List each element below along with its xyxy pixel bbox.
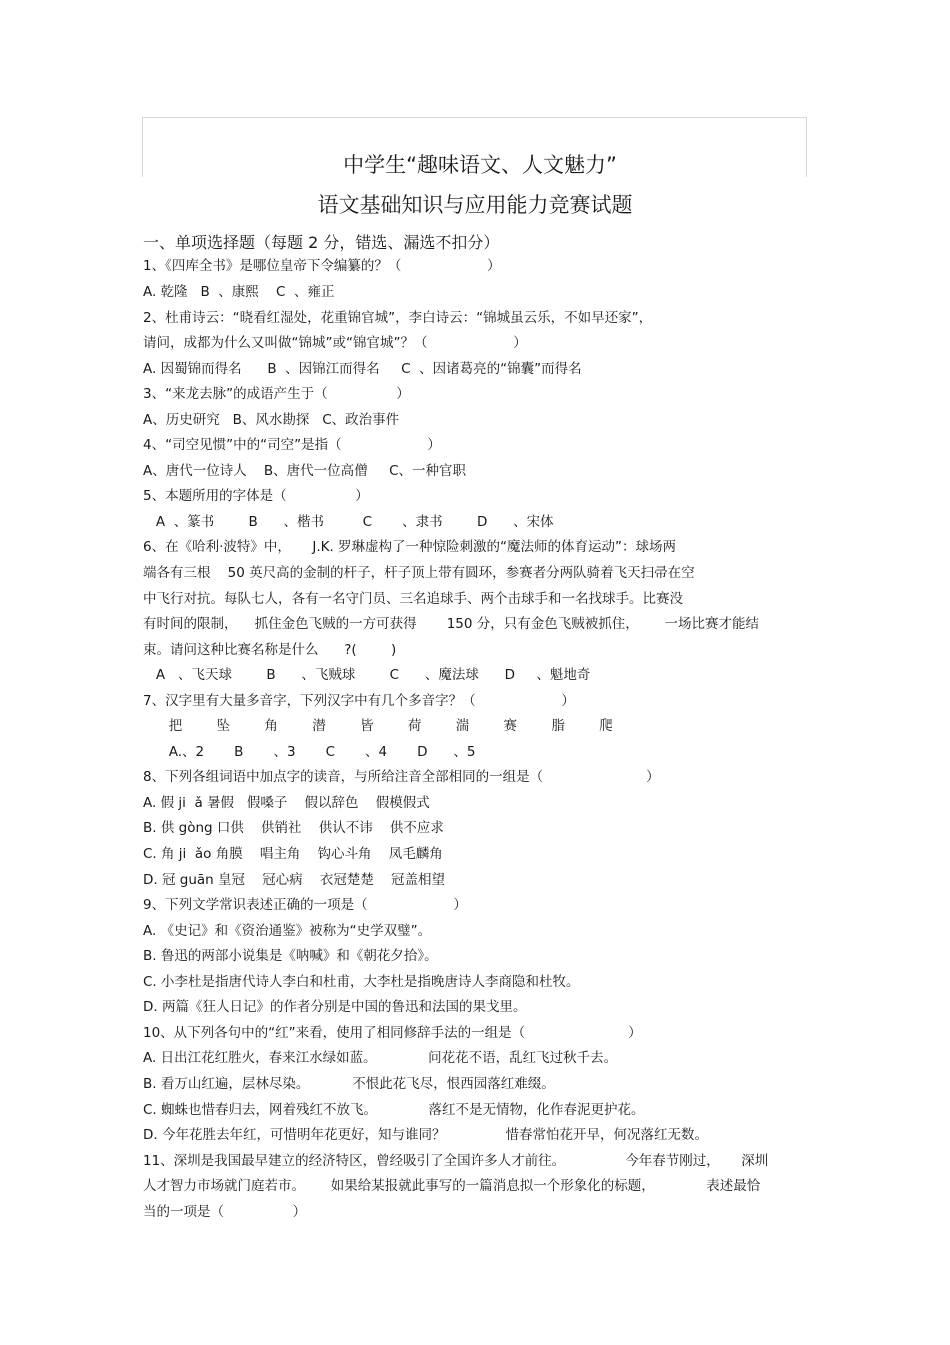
document-title: 中学生“趣味语文、人文魅力” [343, 153, 617, 177]
question-line: 9、下列文学常识表述正确的一项是（ ） [143, 897, 467, 913]
question-line: 人才智力市场就门庭若市。 如果给某报就此事写的一篇消息拟一个形象化的标题， 表述最恰 [143, 1178, 761, 1194]
question-line: 有时间的限制， 抓住金色飞贼的一方可获得 150 分，只有金色飞贼被抓住， 一场比赛才能结 [143, 616, 760, 632]
question-line: 8、下列各组词语中加点字的读音，与所给注音全部相同的一组是（ ） [143, 769, 660, 785]
question-line: D. 今年花胜去年红，可惜明年花更好，知与谁同？ 惜春常怕花开早，何况落红无数。 [143, 1127, 709, 1143]
question-line: 中飞行对抗。每队七人，各有一名守门员、三名追球手、两个击球手和一名找球手。比赛没 [143, 591, 683, 607]
question-line: C. 蜘蛛也惜春归去，网着残红不放飞。 落红不是无情物，化作春泥更护花。 [143, 1102, 645, 1118]
question-line: A、唐代一位诗人 B、唐代一位高僧 C、一种官职 [143, 463, 467, 479]
question-line: A. 乾隆 B 、康熙 C 、雍正 [143, 284, 335, 300]
question-line: 6、在《哈利·波特》中， J.K. 罗琳虚构了一种惊险刺激的“魔法师的体育运动”：球场两 [143, 539, 677, 555]
question-line: 1、《四库全书》是哪位皇帝下令编纂的？（ ） [143, 258, 501, 274]
question-line: 4、“司空见惯”中的“司空”是指（ ） [143, 437, 441, 453]
question-line: B. 供 gòng 口供 供销社 供认不讳 供不应求 [143, 820, 444, 836]
document-subtitle: 语文基础知识与应用能力竞赛试题 [317, 193, 633, 217]
question-line: A. 因蜀锦而得名 B 、因锦江而得名 C 、因诸葛亮的“锦囊”而得名 [143, 361, 582, 377]
question-line: A. 假 ji ǎ 暑假 假嗓子 假以辞色 假模假式 [143, 795, 430, 811]
question-line: 10、从下列各句中的“红”来看，使用了相同修辞手法的一组是（ ） [143, 1025, 642, 1041]
question-line: D. 两篇《狂人日记》的作者分别是中国的鲁迅和法国的果戈里。 [143, 999, 527, 1015]
question-line: B. 看万山红遍，层林尽染。 不恨此花飞尽，恨西园落红难缀。 [143, 1076, 555, 1092]
question-line: 请问，成都为什么又叫做“锦城”或“锦官城”？（ ） [143, 335, 527, 351]
question-line: D. 冠 guān 皇冠 冠心病 衣冠楚楚 冠盖相望 [143, 872, 446, 888]
question-line: 2、杜甫诗云：“晓看红湿处，花重锦官城”，李白诗云：“锦城虽云乐，不如早还家”， [143, 310, 653, 326]
question-line: C. 小李杜是指唐代诗人李白和杜甫，大李杜是指晚唐诗人李商隐和杜牧。 [143, 974, 580, 990]
question-line: 束。请问这种比赛名称是什么 ?( ) [143, 642, 397, 658]
question-line: 端各有三根 50 英尺高的金制的杆子，杆子顶上带有圆环，参赛者分两队骑着飞天扫帚在空 [143, 565, 695, 581]
question-line: 把 坠 角 潜 皆 荷 湍 赛 脂 爬 [143, 718, 613, 734]
question-line: C. 角 ji ǎo 角膜 唱主角 钩心斗角 凤毛麟角 [143, 846, 443, 862]
question-line: 5、本题所用的字体是（ ） [143, 488, 369, 504]
section-heading: 一、单项选择题（每题 2 分，错选、漏选不扣分） [143, 233, 500, 252]
question-line: B. 鲁迅的两部小说集是《呐喊》和《朝花夕拾》。 [143, 948, 438, 964]
question-line: 当的一项是（ ） [143, 1204, 307, 1220]
question-line: A、历史研究 B、风水勘探 C、政治事件 [143, 412, 400, 428]
page-frame-top-border [142, 117, 806, 118]
question-line: A 、篆书 B 、楷书 C 、隶书 D 、宋体 [143, 514, 554, 530]
question-line: 11、深圳是我国最早建立的经济特区，曾经吸引了全国许多人才前往。 今年春节刚过， 深圳 [143, 1153, 769, 1169]
question-line: A. 日出江花红胜火，春来江水绿如蓝。 问花花不语，乱红飞过秋千去。 [143, 1050, 618, 1066]
question-line: A. 《史记》和《资治通鉴》被称为“史学双璧”。 [143, 923, 432, 939]
question-line: A.、2 B 、3 C 、4 D 、5 [143, 744, 476, 760]
question-line: A 、飞天球 B 、飞贼球 C 、魔法球 D 、魁地奇 [143, 667, 591, 683]
question-line: 7、汉字里有大量多音字，下列汉字中有几个多音字？（ ） [143, 693, 575, 709]
question-line: 3、“来龙去脉”的成语产生于（ ） [143, 386, 410, 402]
